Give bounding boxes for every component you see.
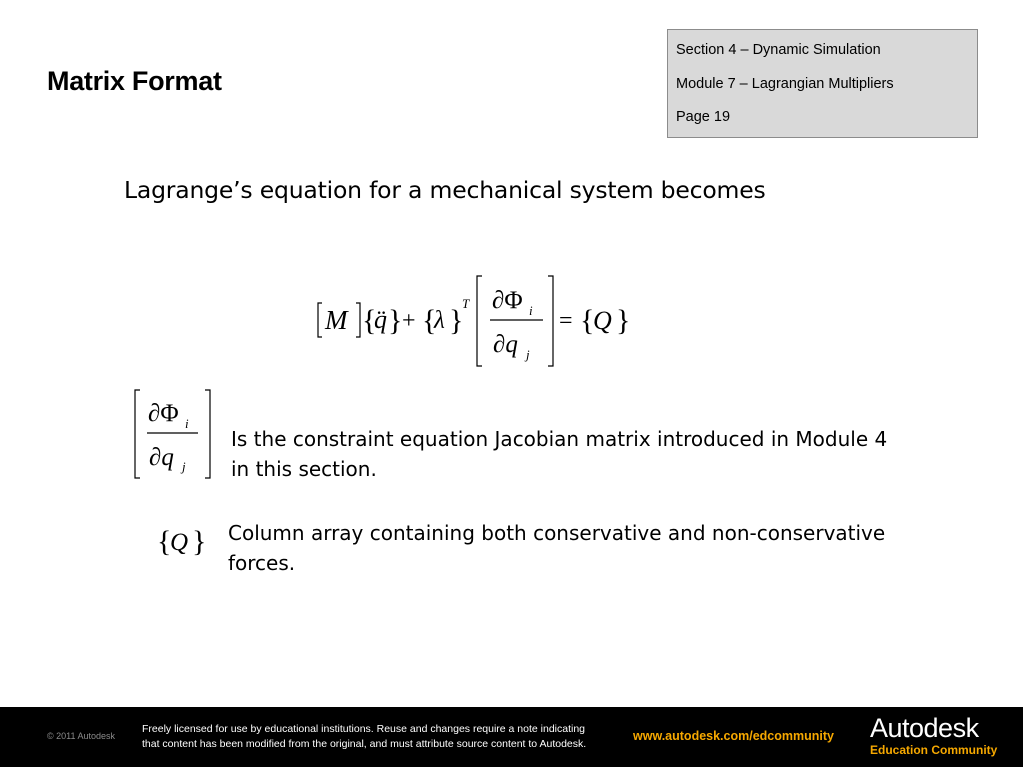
page-number: Page 19 [676,109,731,125]
brace-close-1: } [388,304,403,337]
qddot-symbol: q̈ [374,305,387,334]
def-left-bracket [135,390,140,478]
module-label: Module 7 – Lagrangian Multipliers [676,75,894,92]
m-right-bracket [356,303,360,337]
subscript-j: j [526,347,530,362]
def-subscript-i: i [185,416,189,431]
footer-bar [0,707,1023,767]
intro-text: Lagrange’s equation for a mechanical system becomes [124,176,766,204]
brace-close-3: } [616,304,631,337]
subscript-i: i [529,303,533,318]
license-text [142,722,586,752]
autodesk-logo [870,713,997,757]
dphi-symbol: ∂Φ [492,287,523,314]
equals-sign: = [559,308,573,334]
q-def-brace-open: { [157,525,172,558]
jacobian-symbol [130,385,220,483]
brace-open-2: { [422,304,437,337]
education-community-label: Education Community [870,743,998,757]
license-line2: that content has been modified from the original, and must attribute source content to Autodesk. [142,738,587,750]
def-dphi: ∂Φ [148,400,179,427]
jacobian-description [231,424,887,484]
section-info-box [667,29,978,138]
jacobian-right-bracket [548,276,553,366]
q-array-description-line2: forces. [228,551,296,575]
brace-close-2: } [449,304,464,337]
section-label: Section 4 – Dynamic Simulation [676,42,881,58]
lagrange-matrix-equation [310,270,640,370]
def-subscript-j: j [182,459,186,474]
brace-open-3: { [580,304,595,337]
q-array-description [228,518,885,578]
m-left-bracket [318,303,322,337]
plus-sign: + [402,308,416,334]
jacobian-description-line1: Is the constraint equation Jacobian matrix introduced in Module 4 [231,427,888,451]
autodesk-logo-wordmark: Autodesk [870,713,979,743]
brace-open-1: { [362,304,377,337]
edcommunity-link[interactable]: www.autodesk.com/edcommunity [633,729,834,743]
dq-symbol: ∂q [493,331,518,358]
q-array-symbol [155,515,215,565]
q-array-description-line1: Column array containing both conservative and non-conservative [228,521,886,545]
jacobian-left-bracket [477,276,482,366]
lambda-symbol: λ [434,307,445,334]
def-dq: ∂q [149,444,174,471]
page-title: Matrix Format [47,66,222,96]
def-right-bracket [205,390,210,478]
q-def-brace-close: } [192,525,207,558]
license-line1: Freely licensed for use by educational institutions. Reuse and changes require a note indicating [142,723,586,735]
q-force-symbol: Q [593,306,612,335]
transpose-symbol: T [462,296,470,311]
copyright-text: © 2011 Autodesk [47,731,116,741]
mass-symbol: M [325,305,348,335]
q-def-symbol: Q [170,529,189,556]
jacobian-description-line2: in this section. [231,457,377,481]
